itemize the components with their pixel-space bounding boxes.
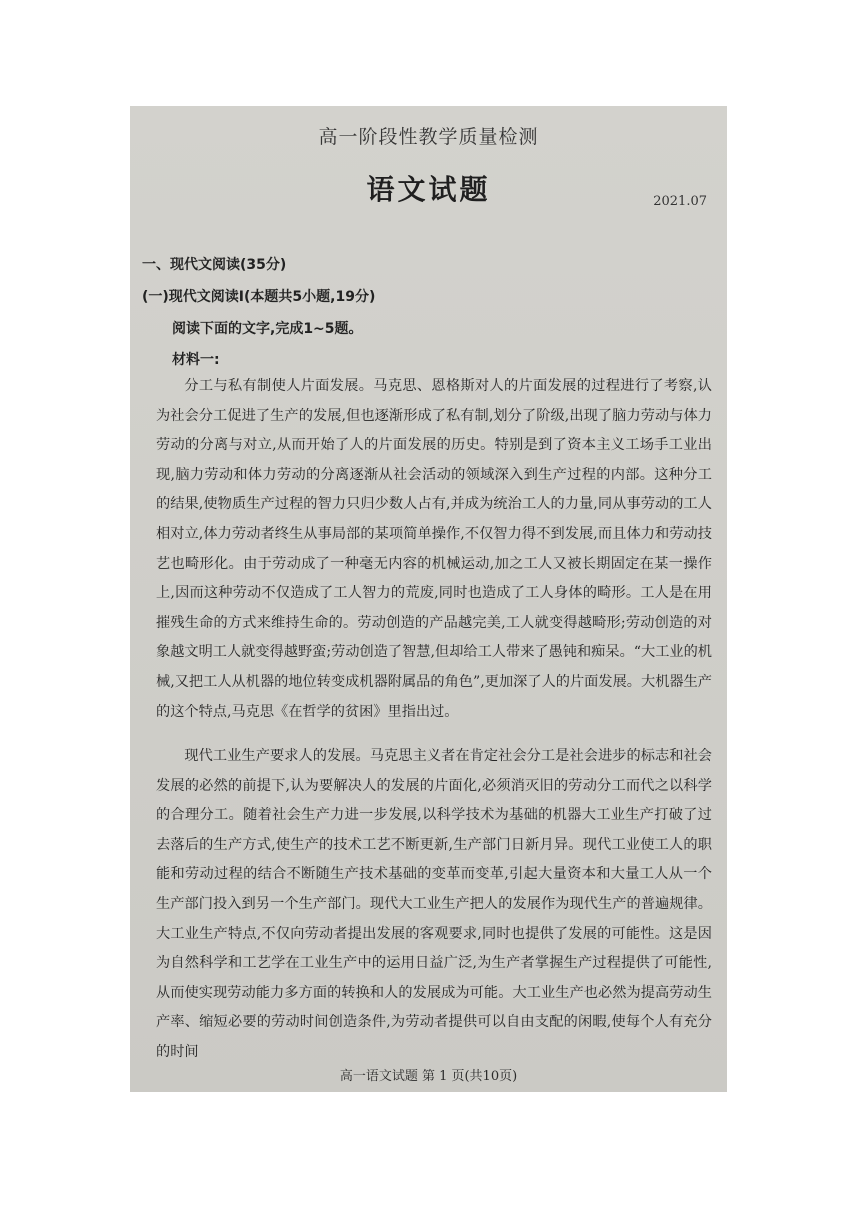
page-footer: 高一语文试题 第 1 页(共10页): [339, 1069, 518, 1084]
section-heading: 一、现代文阅读(35分): [142, 257, 287, 273]
material-label: 材料一:: [172, 352, 220, 368]
exam-page: [130, 106, 727, 1092]
exam-title: 高一阶段性教学质量检测: [318, 126, 539, 148]
paragraph-2: 现代工业生产要求人的发展。马克思主义者在肯定社会分工是社会进步的标志和社会发展的必然的前提下,认为要解决人的发展的片面化,必须消灭旧的劳动分工而代之以科学的合理分工。随着社会生产力进一步发展,以科学技术为基础的机器大工业生产打破了过去落后的生产方式,使生产的技术工艺不断更新,生产部门日新月异。现代工业使工人的职能和劳动过程的结合不断随生产技术基础的变革而变革,引起大量资本和大量工人从一个生产部门投入到另一个生产部门。现代大工业生产把人的发展作为现代生产的普遍规律。大工业生产特点,不仅向劳动者提出发展的客观要求,同时也提供了发展的可能性。这是因为自然科学和工艺学在工业生产中的运用日益广泛,为生产者掌握生产过程提供了可能性,从而使实现劳动能力多方面的转换和人的发展成为可能。大工业生产也必然为提高劳动生产率、缩短必要的劳动时间创造条件,为劳动者提供可以自由支配的闲暇,使每个人有充分的时间: [156, 748, 712, 1060]
subject-title: 语文试题: [366, 173, 491, 206]
exam-date: 2021.07: [653, 194, 707, 209]
paragraph-1: 分工与私有制使人片面发展。马克思、恩格斯对人的片面发展的过程进行了考察,认为社会分工促进了生产的发展,但也逐渐形成了私有制,划分了阶级,出现了脑力劳动与体力劳动的分离与对立,从而开始了人的片面发展的历史。特别是到了资本主义工场手工业出现,脑力劳动和体力劳动的分离逐渐从社会活动的领域深入到生产过程的内部。这种分工的结果,使物质生产过程的智力只归少数人占有,并成为统治工人的力量,同从事劳动的工人相对立,体力劳动者终生从事局部的某项简单操作,不仅智力得不到发展,而且体力和劳动技艺也畸形化。由于劳动成了一种毫无内容的机械运动,加之工人又被长期固定在某一操作上,因而这种劳动不仅造成了工人智力的荒废,同时也造成了工人身体的畸形。工人是在用摧残生命的方式来维持生命的。劳动创造的产品越完美,工人就变得越畸形;劳动创造的对象越文明工人就变得越野蛮;劳动创造了智慧,但却给工人带来了愚钝和痴呆。“大工业的机械,又把工人从机器的地位转变成机器附属品的角色”,更加深了人的片面发展。大机器生产的这个特点,马克思《在哲学的贫困》里指出过。: [156, 378, 712, 720]
subsection-heading: (一)现代文阅读Ⅰ(本题共5小题,19分): [142, 289, 376, 305]
reading-instruction: 阅读下面的文字,完成1~5题。: [172, 321, 363, 337]
